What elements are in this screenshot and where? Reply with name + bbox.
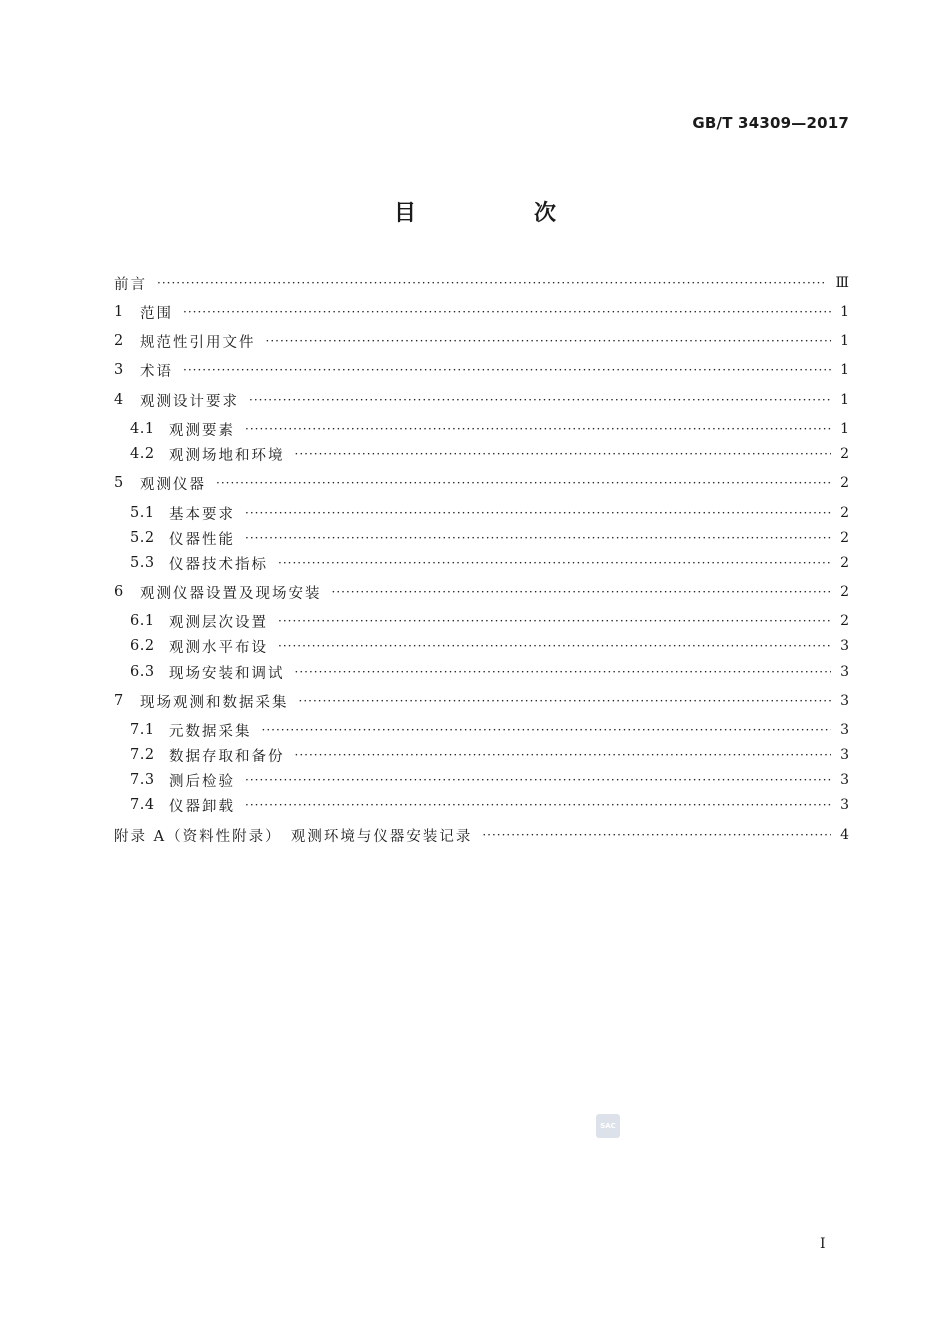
toc-page-number: 3 [840, 638, 849, 654]
toc-number: 2 [114, 333, 124, 349]
toc-leader-dots [278, 608, 831, 634]
toc-entry-7-1[interactable] [114, 717, 849, 743]
toc-number: 3 [114, 362, 124, 378]
toc-number: 4 [114, 392, 124, 408]
sac-watermark-logo: SAC [596, 1114, 620, 1138]
toc-label: 仪器卸载 [169, 798, 235, 815]
toc-number: 7.3 [130, 772, 155, 788]
toc-entry-4-2[interactable] [114, 441, 849, 467]
toc-label: 基本要求 [169, 506, 235, 523]
toc-label: 现场观测和数据采集 [140, 694, 289, 711]
toc-number: 5.3 [130, 555, 155, 571]
toc-entry-1[interactable] [114, 299, 849, 325]
toc-page-number: 2 [840, 584, 849, 600]
toc-leader-dots [295, 659, 832, 685]
toc-number: 5.1 [130, 505, 155, 521]
toc-leader-dots [278, 550, 831, 576]
toc-page-number: 2 [840, 505, 849, 521]
toc-number: 1 [114, 304, 124, 320]
toc-label: 观测层次设置 [169, 614, 268, 631]
toc-label: 观测场地和环境 [169, 447, 285, 464]
toc-number: 4.1 [130, 421, 155, 437]
toc-entry-6-2[interactable] [114, 633, 849, 659]
toc-number: 7.4 [130, 797, 155, 813]
toc-leader-dots [245, 767, 831, 793]
toc-page-number: 1 [840, 421, 849, 437]
toc-leader-dots [245, 500, 831, 526]
toc-number: 6.2 [130, 638, 155, 654]
toc-label: 观测水平布设 [169, 639, 268, 656]
toc-leader-dots [295, 441, 832, 467]
toc-page-number: 1 [840, 333, 849, 349]
toc-number: 5.2 [130, 530, 155, 546]
toc-label: 观测设计要求 [140, 393, 239, 410]
toc-label: 术语 [140, 363, 173, 380]
toc-entry-3[interactable] [114, 357, 849, 383]
toc-leader-dots [262, 717, 832, 743]
toc-label: 观测仪器 [140, 476, 206, 493]
toc-page-number: 3 [840, 693, 849, 709]
standard-number: GB/T 34309—2017 [692, 114, 849, 132]
toc-leader-dots [157, 270, 827, 296]
toc-number: 6 [114, 584, 124, 600]
toc-page-number: 3 [840, 797, 849, 813]
toc-leader-dots [482, 822, 831, 848]
toc-page-number: 2 [840, 555, 849, 571]
toc-leader-dots [278, 633, 831, 659]
toc-entry-appendix-a[interactable] [114, 822, 849, 848]
toc-label: 观测仪器设置及现场安装 [140, 585, 322, 602]
toc-number: 6.3 [130, 664, 155, 680]
toc-entry-6[interactable] [114, 579, 849, 605]
toc-entry-5-3[interactable] [114, 550, 849, 576]
toc-label: 元数据采集 [169, 723, 252, 740]
toc-leader-dots [245, 792, 831, 818]
toc-page-number: 2 [840, 613, 849, 629]
toc-entry-7-3[interactable] [114, 767, 849, 793]
toc-entry-4-1[interactable] [114, 416, 849, 442]
toc-leader-dots [245, 525, 831, 551]
toc-page-number: Ⅲ [835, 275, 849, 291]
toc-page-number: 1 [840, 362, 849, 378]
toc-label: 现场安装和调试 [169, 665, 285, 682]
toc-page-number: 2 [840, 530, 849, 546]
toc-leader-dots [332, 579, 832, 605]
toc-entry-2[interactable] [114, 328, 849, 354]
page-title: 目 次 [393, 201, 604, 226]
toc-label: 附录 A（资料性附录） 观测环境与仪器安装记录 [114, 828, 473, 845]
toc-label: 范围 [140, 305, 173, 322]
toc-page-number: 3 [840, 747, 849, 763]
toc-number: 4.2 [130, 446, 155, 462]
toc-number: 7.1 [130, 722, 155, 738]
toc-entry-4[interactable] [114, 387, 849, 413]
toc-label: 观测要素 [169, 422, 235, 439]
toc-leader-dots [295, 742, 832, 768]
toc-page-number: 1 [840, 392, 849, 408]
toc-label: 仪器性能 [169, 531, 235, 548]
toc-entry-5[interactable] [114, 470, 849, 496]
toc-entry-7-4[interactable] [114, 792, 849, 818]
toc-page-number: 3 [840, 772, 849, 788]
toc-label: 测后检验 [169, 773, 235, 790]
toc-entry-foreword[interactable] [114, 270, 849, 296]
toc-label: 仪器技术指标 [169, 556, 268, 573]
toc-leader-dots [216, 470, 831, 496]
toc-page-number: 1 [840, 304, 849, 320]
toc-label: 前言 [114, 276, 147, 293]
toc-page-number: 3 [840, 664, 849, 680]
toc-number: 5 [114, 475, 124, 491]
toc-number: 7.2 [130, 747, 155, 763]
toc-entry-5-1[interactable] [114, 500, 849, 526]
toc-leader-dots [183, 299, 831, 325]
toc-leader-dots [245, 416, 831, 442]
footer-page-number: Ⅰ [820, 1236, 826, 1252]
toc-leader-dots [183, 357, 831, 383]
toc-entry-5-2[interactable] [114, 525, 849, 551]
toc-page-number: 2 [840, 446, 849, 462]
toc-number: 6.1 [130, 613, 155, 629]
toc-label: 规范性引用文件 [140, 334, 256, 351]
toc-leader-dots [249, 387, 831, 413]
toc-page-number: 3 [840, 722, 849, 738]
toc-entry-7-2[interactable] [114, 742, 849, 768]
toc-number: 7 [114, 693, 124, 709]
toc-label: 数据存取和备份 [169, 748, 285, 765]
toc-leader-dots [299, 688, 832, 714]
toc-entry-6-1[interactable] [114, 608, 849, 634]
toc-page-number: 4 [840, 827, 849, 843]
toc-entry-6-3[interactable] [114, 659, 849, 685]
toc-entry-7[interactable] [114, 688, 849, 714]
toc-page-number: 2 [840, 475, 849, 491]
toc-leader-dots [266, 328, 832, 354]
